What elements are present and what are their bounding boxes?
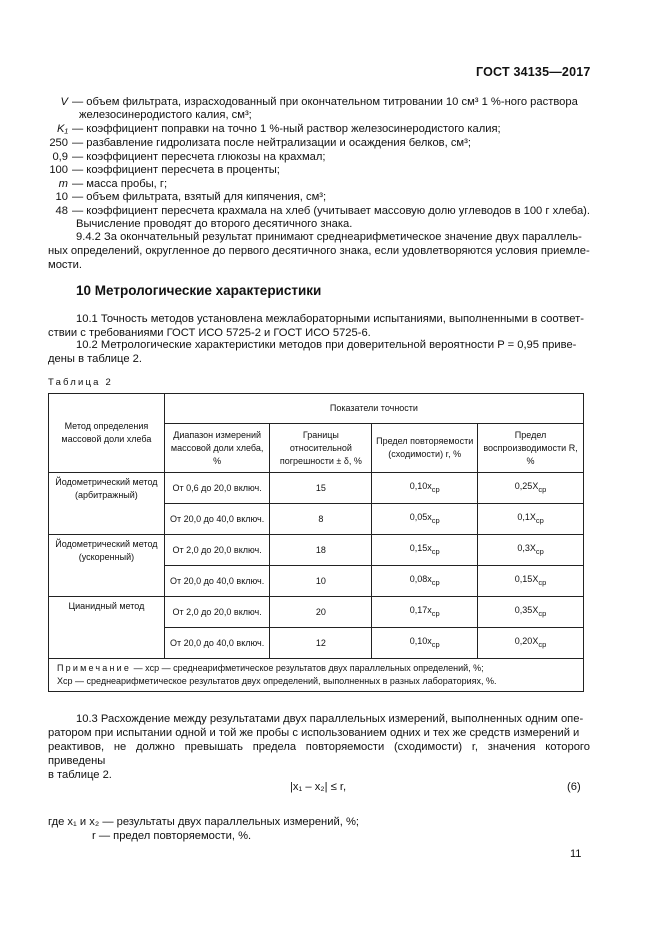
- method-cell: Цианидный метод: [49, 597, 165, 659]
- col-header-range: Диапазон измерений массовой доли хлеба, %: [164, 424, 270, 473]
- method-cell: Йодометрический метод (арбитражный): [49, 473, 165, 535]
- formula: |x₁ – x₂| ≤ r,: [290, 781, 347, 793]
- symbol: 10: [55, 191, 68, 203]
- definition-row: K₁ — коэффициент поправки на точно 1 %-ный раствор железосинеродистого калия;: [0, 122, 661, 136]
- paragraph-10-1: 10.1 Точность методов установлена межлабораторными испытаниями, выполненными в соответ- ствии с требованиями ГОСТ ИСО 5725-2 и ГОСТ ИСО 5725-6.: [48, 313, 585, 339]
- paragraph-10-2: 10.2 Метрологические характеристики методов при доверительной вероятности P = 0,95 приве- дены в таблице 2.: [48, 339, 577, 365]
- page-number: 11: [570, 848, 582, 860]
- table-row: От 20,0 до 40,0 включ. 12 $0,10x_{ср}$ $0,20X_{ср}$: [49, 628, 584, 659]
- definition-row: m — масса пробы, г;: [0, 177, 661, 191]
- document-header: ГОСТ 34135—2017: [476, 65, 591, 79]
- description: — объем фильтрата, израсходованный при окончательном титровании 10 см³ 1 %-ного раствора: [72, 96, 578, 108]
- table-row: От 20,0 до 40,0 включ. 10 $0,08x_{ср}$ $0,15X_{ср}$: [49, 566, 584, 597]
- table-2: [48, 393, 584, 692]
- where-clause-2: r — предел повторяемости, %.: [92, 830, 252, 842]
- where-clause-1: где x₁ и x₂ — результаты двух параллельных измерений, %;: [48, 816, 360, 828]
- col-header-repeat: Предел повторяемости (сходимости) r, %: [372, 424, 478, 473]
- definition-row: [0, 95, 661, 109]
- symbol: m: [58, 178, 68, 190]
- symbol: 48: [55, 205, 68, 217]
- symbol: 100: [49, 164, 68, 176]
- col-header-bound: Границы относительной погрешности ± δ, %: [270, 424, 372, 473]
- table-caption: Таблица 2: [48, 377, 113, 388]
- paragraph-10-3: 10.3 Расхождение между результатами двух параллельных измерений, выполненных одним опе- ратором при испытании одной и той же пробы с использованием одних и тех же средств измерений и реактивов, не должно превышать предела повторяемости (сходимости) r, значения которого приведены в таблице 2.: [48, 713, 590, 781]
- definition-cont: железосинеродистого калия, см³;: [79, 109, 252, 121]
- col-header-repro: Предел воспроизводимости R, %: [478, 424, 584, 473]
- symbol: V: [60, 96, 68, 108]
- table-note: Примечание — xср — среднеарифметическое результатов двух параллельных определений, %; Xср — среднеарифметическое результатов двух определений, выполненных в разных лабораториях, %.: [49, 659, 584, 692]
- table-row: Йодометрический метод (арбитражный) От 0,6 до 20,0 включ. 15 $0,10x_{ср}$ $0,25X_{ср}$: [49, 473, 584, 504]
- col-header-group: Показатели точности: [164, 394, 583, 424]
- method-cell: Йодометрический метод (ускоренный): [49, 535, 165, 597]
- definition-row: 10 — объем фильтрата, взятый для кипячения, см³;: [0, 190, 661, 204]
- symbol: K₁: [57, 123, 68, 135]
- definition-row: 48 — коэффициент пересчета крахмала на хлеб (учитывает массовую долю углеводов в 100 г хлеба).: [0, 204, 661, 218]
- formula-number: (6): [567, 781, 581, 793]
- table-row: Цианидный метод От 2,0 до 20,0 включ. 20 $0,17x_{ср}$ $0,35X_{ср}$: [49, 597, 584, 628]
- definition-row: 100 — коэффициент пересчета в проценты;: [0, 163, 661, 177]
- section-heading: 10 Метрологические характеристики: [76, 283, 322, 298]
- definition-row: 250 — разбавление гидролизата после нейтрализации и осаждения белков, см³;: [0, 136, 661, 150]
- table-row: От 20,0 до 40,0 включ. 8 $0,05x_{ср}$ $0,1X_{ср}$: [49, 504, 584, 535]
- definition-row: 0,9 — коэффициент пересчета глюкозы на крахмал;: [0, 150, 661, 164]
- col-header-method: Метод определения массовой доли хлеба: [49, 394, 165, 473]
- calc-note: Вычисление проводят до второго десятичного знака.: [76, 218, 353, 230]
- symbol: 250: [49, 137, 68, 149]
- table-row: Йодометрический метод (ускоренный) От 2,0 до 20,0 включ. 18 $0,15x_{ср}$ $0,3X_{ср}$: [49, 535, 584, 566]
- paragraph-9-4-2: 9.4.2 За окончательный результат принимают среднеарифметическое значение двух параллель- ных определений, округленное до первого десятичного знака, если удовлетворяются условия приемле- мости.: [48, 231, 590, 271]
- symbol: 0,9: [52, 151, 68, 163]
